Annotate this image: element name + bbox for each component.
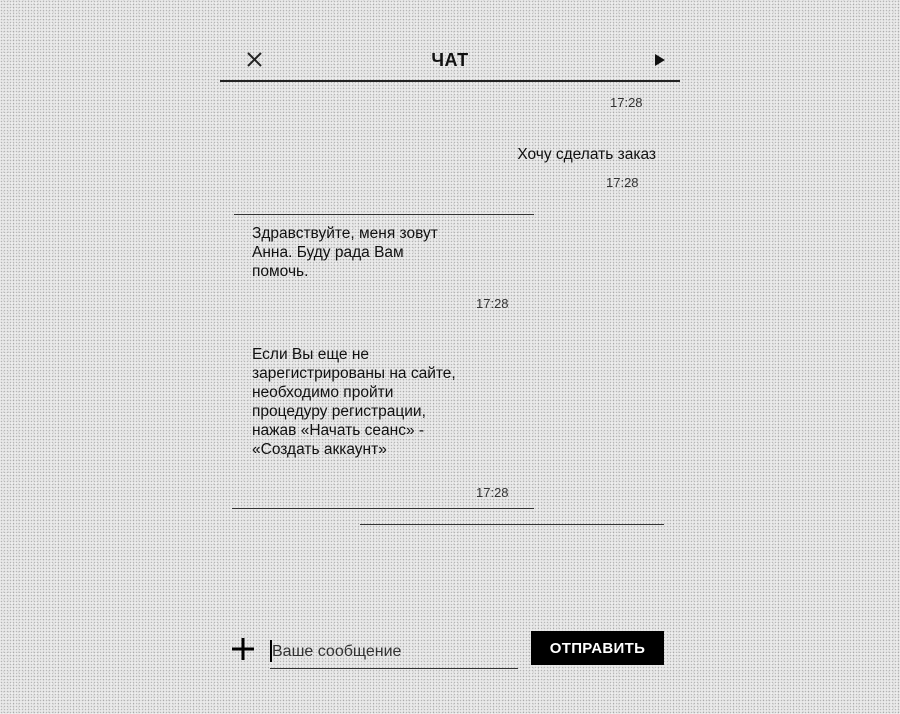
divider: [360, 524, 664, 525]
chat-title: ЧАТ: [431, 50, 469, 70]
divider: [234, 214, 534, 215]
outgoing-message-time: 17:28: [606, 175, 639, 190]
message-time: 17:28: [610, 95, 643, 110]
divider: [232, 508, 534, 509]
play-button[interactable]: [652, 52, 668, 68]
incoming-message-time: 17:28: [476, 485, 509, 500]
incoming-message-text: Если Вы еще не зарегистрированы на сайте, необходимо пройти процедуру регистрации, нажав «Начать сеанс» - «Создать аккаунт»: [252, 346, 456, 458]
message-input[interactable]: [270, 636, 518, 669]
text-cursor: [270, 640, 272, 662]
chat-header: [220, 40, 680, 82]
outgoing-message-text: Хочу сделать заказ: [517, 146, 656, 163]
play-icon: [652, 52, 668, 68]
add-attachment-button[interactable]: [230, 636, 256, 662]
plus-icon: [230, 636, 256, 662]
incoming-message-text: Здравствуйте, меня зовут Анна. Буду рада Вам помочь.: [252, 225, 438, 280]
incoming-message-time: 17:28: [476, 296, 509, 311]
close-button[interactable]: [242, 46, 268, 72]
close-icon: [242, 46, 268, 72]
chat-window: [220, 0, 680, 714]
send-button[interactable]: ОТПРАВИТЬ: [531, 631, 664, 665]
